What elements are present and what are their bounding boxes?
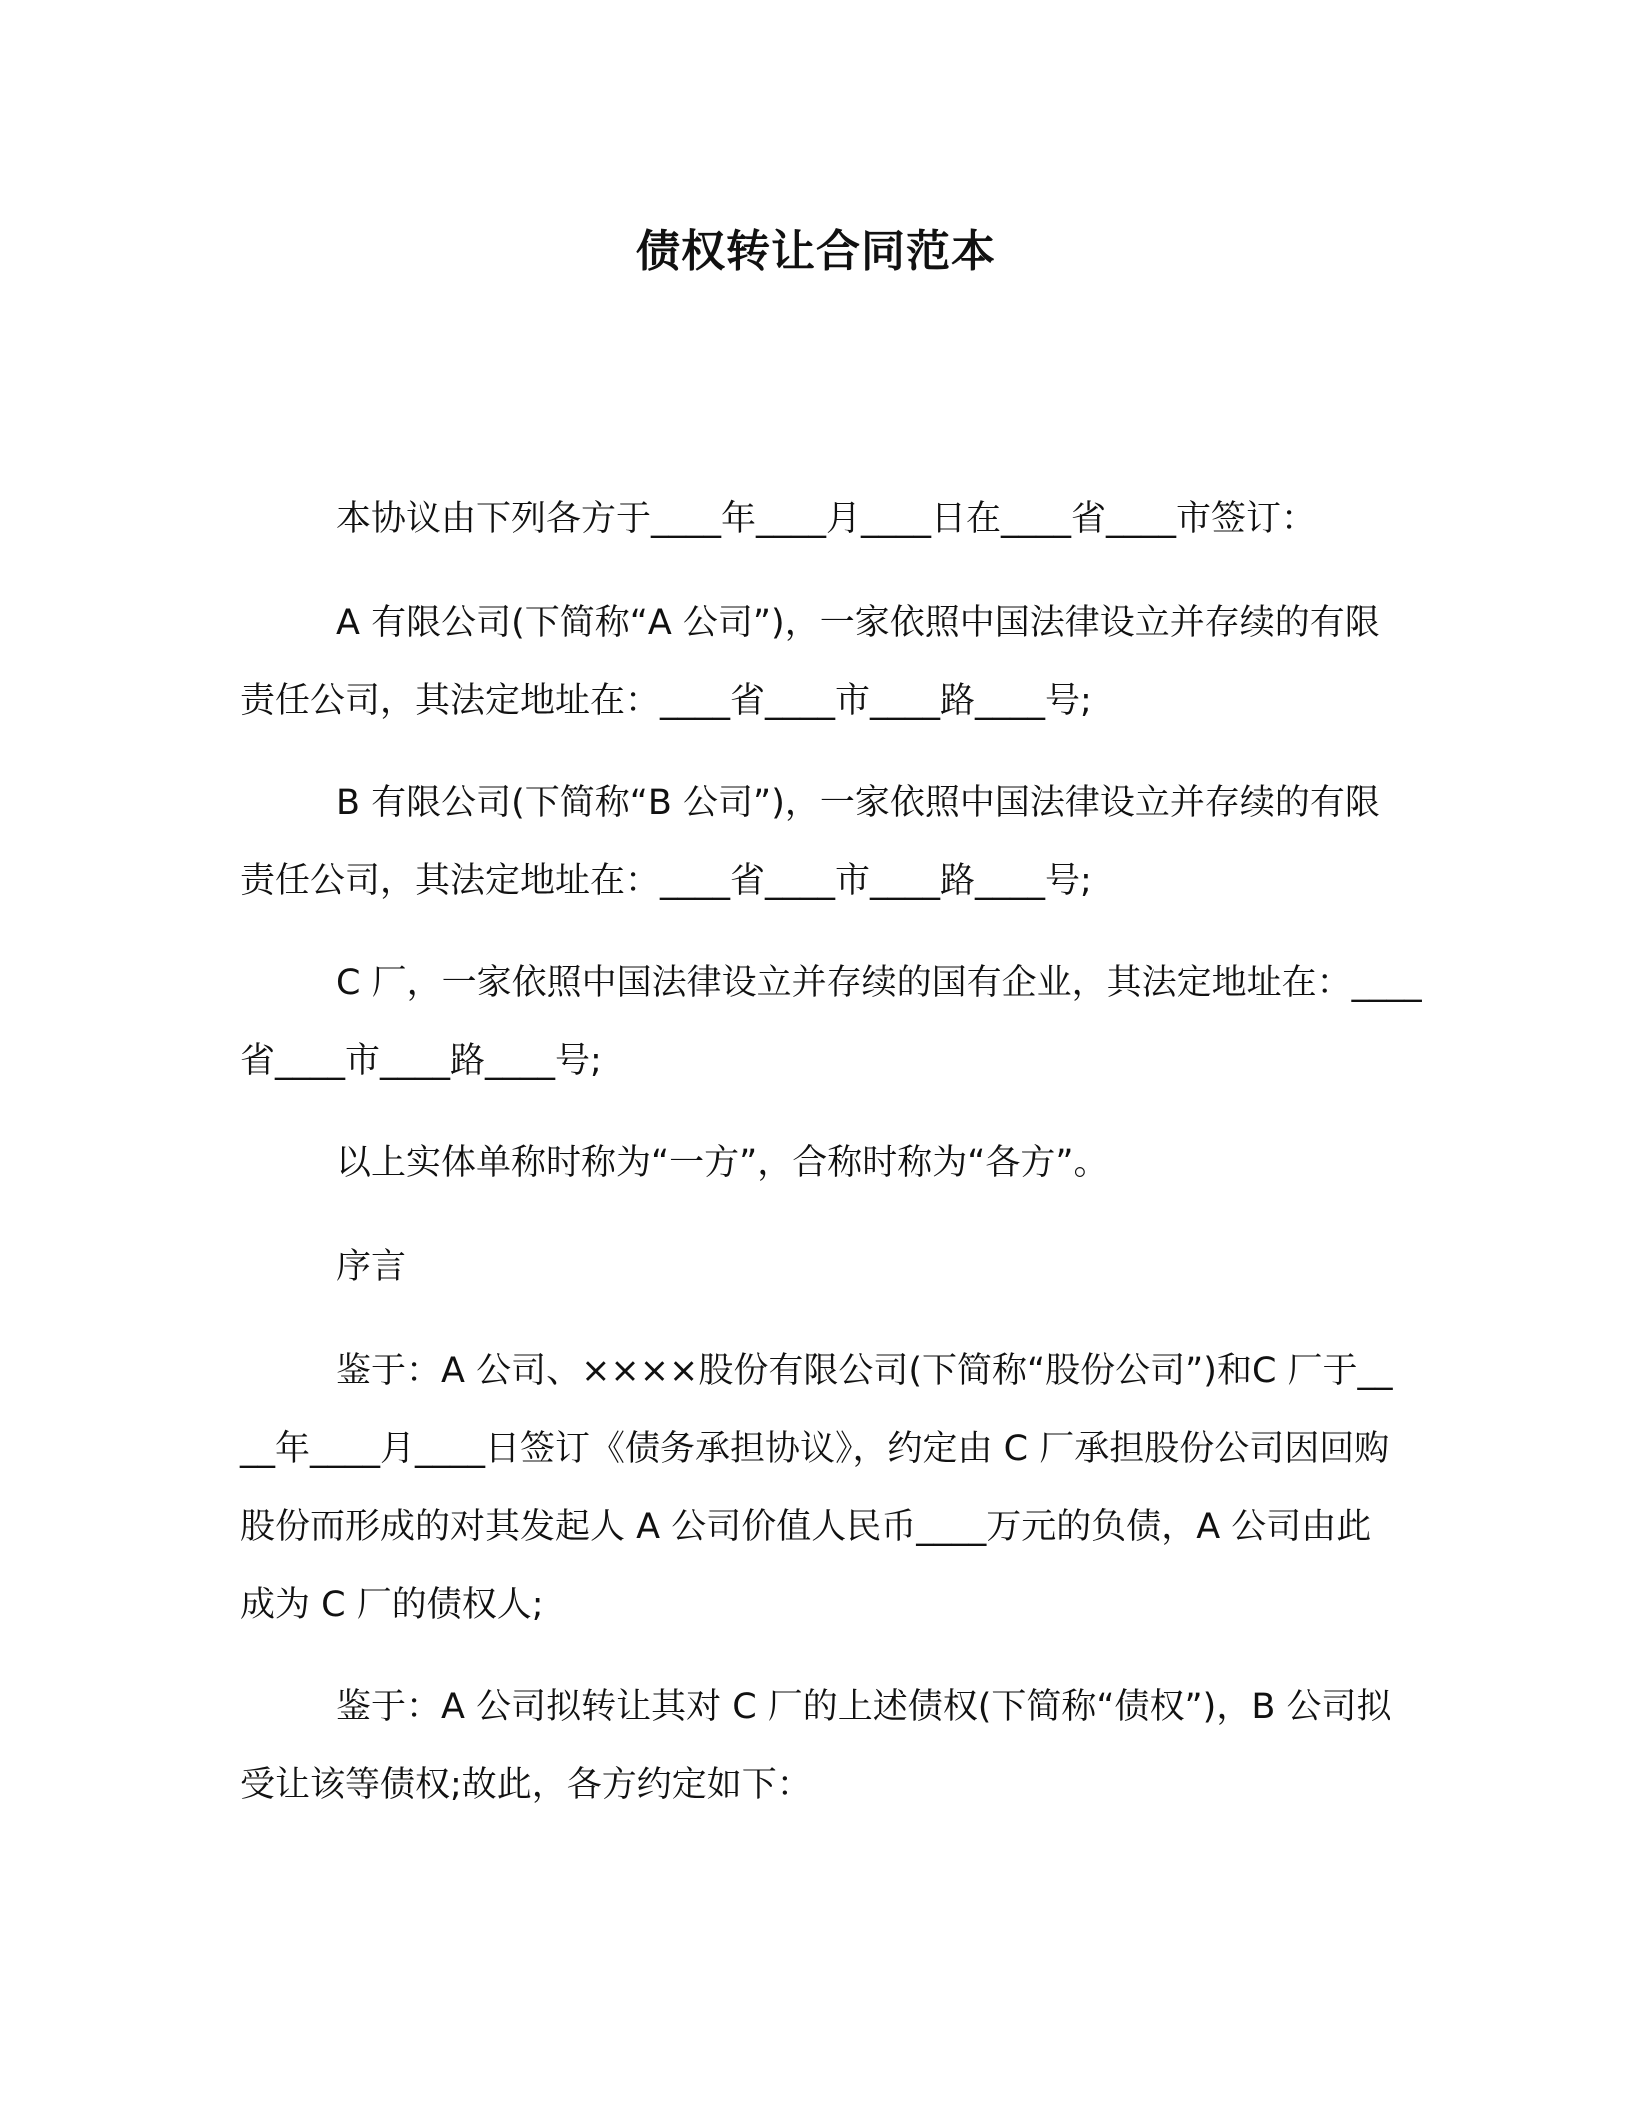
paragraph-whereas-1: 鉴于：A 公司、××××股份有限公司(下简称“股份公司”)和C 厂于____年____月____日签订《债务承担协议》，约定由 C 厂承担股份公司因回购股份而形成的对其发起人 A 公司价值人民币____万元的负债，A 公司由此成为 C 厂的债权人;	[240, 1351, 1393, 1625]
paragraph-party-a: A 有限公司(下简称“A 公司”)，一家依照中国法律设立并存续的有限责任公司，其法定地址在：____省____市____路____号;	[240, 603, 1380, 721]
paragraph-signing: 本协议由下列各方于____年____月____日在____省____市签订：	[336, 499, 1317, 539]
paragraph-definitions: 以上实体单称时称为“一方”，合称时称为“各方”。	[336, 1143, 1109, 1183]
preamble-heading: 序言	[336, 1247, 407, 1287]
paragraph-party-b: B 有限公司(下简称“B 公司”)，一家依照中国法律设立并存续的有限责任公司，其法定地址在：____省____市____路____号;	[240, 783, 1380, 901]
paragraph-whereas-2: 鉴于：A 公司拟转让其对 C 厂的上述债权(下简称“债权”)，B 公司拟受让该等债权;故此，各方约定如下：	[240, 1687, 1392, 1805]
paragraph-party-c: C 厂，一家依照中国法律设立并存续的国有企业，其法定地址在：____省____市____路____号;	[240, 963, 1422, 1081]
document-title: 债权转让合同范本	[636, 226, 996, 277]
